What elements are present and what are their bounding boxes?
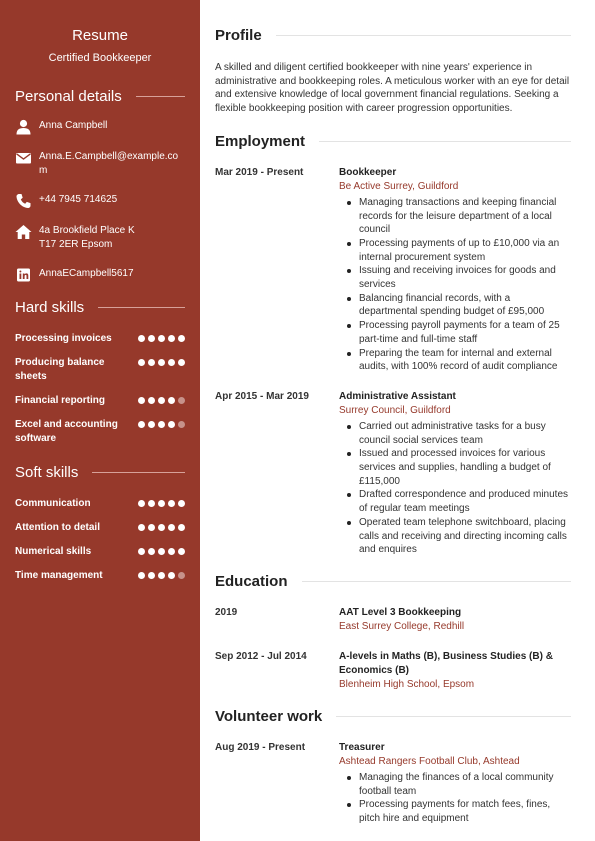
volunteer-header [215, 708, 571, 725]
bullet-item: Issued and processed invoices for various services and supplies, handling a budget of £115,000 [339, 447, 571, 488]
home-icon [15, 224, 32, 240]
bullet-item: Processing payments for match fees, fines, pitch hire and equipment [339, 798, 571, 825]
envelope-icon [15, 150, 32, 166]
rating-dot [138, 335, 145, 342]
contact-email-text[interactable]: Anna.E.Campbell@example.com [39, 151, 179, 176]
bullet-item: Managing the finances of a local community football team [339, 771, 571, 798]
entry-date: Apr 2015 - Mar 2019 [215, 390, 309, 402]
rating-dot [178, 500, 185, 507]
sidebar [0, 0, 200, 841]
divider [336, 716, 571, 717]
entry [215, 650, 571, 692]
entry-body [339, 650, 571, 692]
skill-row [15, 521, 185, 535]
rating-dot [178, 421, 185, 428]
linkedin-icon [15, 267, 32, 283]
rating-dot [138, 359, 145, 366]
divider [319, 141, 571, 142]
bullet-item: Managing transactions and keeping financial records for the leisure department of a local council [339, 196, 571, 237]
bullet-list [339, 420, 571, 557]
entry [215, 741, 571, 826]
rating-dot [168, 335, 175, 342]
rating-dot [148, 421, 155, 428]
rating-dot [148, 572, 155, 579]
rating-dot [148, 500, 155, 507]
rating-dot [138, 421, 145, 428]
rating-dot [158, 572, 165, 579]
entry-date: Aug 2019 - Present [215, 741, 306, 753]
employment-heading: Employment [215, 132, 306, 150]
divider [276, 35, 571, 36]
skill-name: Financial reporting [15, 395, 106, 406]
skill-row [15, 394, 185, 408]
skill-name: Time management [15, 570, 103, 581]
entry-body [339, 606, 571, 634]
education-heading: Education [215, 572, 288, 590]
skill-rating [138, 572, 185, 579]
divider [98, 307, 185, 308]
entry [215, 166, 571, 374]
contact-address [15, 224, 185, 252]
contact-phone-text: +44 7945 714625 [39, 194, 118, 205]
entry-body [339, 390, 571, 557]
skill-row [15, 356, 185, 384]
hard-skills-heading: Hard skills [15, 299, 85, 316]
skill-rating [138, 359, 185, 366]
employment-list [215, 166, 571, 557]
soft-skills-header [15, 464, 185, 481]
bullet-item: Issuing and receiving invoices for goods and services [339, 264, 571, 291]
entry-organization: Ashtead Rangers Football Club, Ashtead [339, 755, 520, 767]
entry [215, 606, 571, 634]
contact-email [15, 150, 185, 178]
bullet-item: Drafted correspondence and produced minutes of regular team meetings [339, 488, 571, 515]
rating-dot [178, 359, 185, 366]
entry-title: A-levels in Maths (B), Business Studies (B) & Economics (B) [339, 650, 553, 676]
skill-rating [138, 397, 185, 404]
bullet-item: Balancing financial records, with a departmental spending budget of £95,000 [339, 292, 571, 319]
volunteer-heading: Volunteer work [215, 707, 323, 725]
main-content [215, 0, 571, 826]
rating-dot [178, 524, 185, 531]
soft-skills-heading: Soft skills [15, 464, 79, 481]
skill-rating [138, 335, 185, 342]
entry-date: 2019 [215, 606, 238, 618]
rating-dot [158, 335, 165, 342]
rating-dot [148, 359, 155, 366]
contact-list [15, 119, 185, 283]
skill-rating [138, 500, 185, 507]
education-list [215, 606, 571, 692]
skill-row [15, 497, 185, 511]
rating-dot [148, 397, 155, 404]
contact-linkedin-text[interactable]: AnnaECampbell5617 [39, 268, 134, 279]
contact-linkedin [15, 267, 185, 283]
bullet-list [339, 196, 571, 374]
rating-dot [168, 397, 175, 404]
rating-dot [158, 359, 165, 366]
phone-icon [15, 193, 32, 209]
rating-dot [158, 421, 165, 428]
rating-dot [158, 397, 165, 404]
rating-dot [178, 572, 185, 579]
rating-dot [138, 548, 145, 555]
bullet-item: Processing payments of up to £10,000 via an internal procurement system [339, 237, 571, 264]
personal-details-heading: Personal details [15, 88, 122, 105]
skill-row [15, 569, 185, 583]
entry-body [339, 741, 571, 826]
volunteer-list [215, 741, 571, 826]
soft-skill-list [15, 497, 185, 583]
entry-organization: East Surrey College, Redhill [339, 620, 465, 632]
rating-dot [168, 572, 175, 579]
education-header [215, 573, 571, 590]
skill-name: Numerical skills [15, 546, 92, 557]
skill-rating [138, 421, 185, 428]
rating-dot [168, 500, 175, 507]
contact-name-text: Anna Campbell [39, 120, 108, 131]
rating-dot [168, 548, 175, 555]
skill-row [15, 418, 185, 446]
personal-details-header [15, 88, 185, 105]
rating-dot [138, 572, 145, 579]
skill-name: Attention to detail [15, 522, 100, 533]
entry-date: Mar 2019 - Present [215, 166, 304, 178]
divider [92, 472, 185, 473]
bullet-list [339, 771, 571, 826]
person-icon [15, 119, 32, 135]
skill-name: Communication [15, 498, 91, 509]
entry-title: AAT Level 3 Bookkeeping [339, 606, 462, 618]
contact-name [15, 119, 185, 135]
rating-dot [148, 548, 155, 555]
rating-dot [148, 524, 155, 531]
entry-title: Treasurer [339, 741, 385, 753]
bullet-item: Preparing the team for internal and external audits, with 100% record of audit compliance [339, 347, 571, 374]
rating-dot [138, 397, 145, 404]
hard-skill-list [15, 332, 185, 446]
divider [302, 581, 571, 582]
rating-dot [178, 548, 185, 555]
skill-rating [138, 548, 185, 555]
job-title: Certified Bookkeeper [48, 52, 152, 64]
rating-dot [178, 335, 185, 342]
entry-organization: Be Active Surrey, Guildford [339, 180, 459, 192]
skill-name: Processing invoices [15, 333, 112, 344]
profile-text: A skilled and diligent certified bookkeeper with nine years' experience in administrative and bookkeeping roles. A meticulous worker with an eye for detail and extensive knowledge of local government financial regulations. Seeking a flexible bookkeeping position with career progression opportunities. [215, 62, 570, 115]
entry-organization: Blenheim High School, Epsom [339, 678, 475, 690]
entry [215, 390, 571, 557]
skill-name: Producing balance sheets [15, 357, 105, 382]
entry-title: Administrative Assistant [339, 390, 456, 402]
hard-skills-header [15, 299, 185, 316]
rating-dot [178, 397, 185, 404]
rating-dot [138, 500, 145, 507]
entry-date: Sep 2012 - Jul 2014 [215, 650, 307, 662]
bullet-item: Carried out administrative tasks for a busy council social services team [339, 420, 571, 447]
entry-organization: Surrey Council, Guildford [339, 404, 451, 416]
profile-heading: Profile [215, 27, 262, 44]
rating-dot [138, 524, 145, 531]
skill-name: Excel and accounting software [15, 419, 118, 444]
employment-header [215, 133, 571, 150]
contact-address-text: 4a Brookfield Place KT17 2ER Epsom [39, 225, 135, 250]
rating-dot [158, 524, 165, 531]
resume-title: Resume [72, 27, 128, 44]
profile-header [215, 27, 571, 44]
divider [136, 96, 185, 97]
bullet-item: Operated team telephone switchboard, placing calls and receiving and directing incoming calls and enquires [339, 516, 571, 557]
rating-dot [168, 421, 175, 428]
skill-rating [138, 524, 185, 531]
skill-row [15, 545, 185, 559]
rating-dot [158, 548, 165, 555]
skill-row [15, 332, 185, 346]
entry-title: Bookkeeper [339, 166, 397, 178]
rating-dot [168, 524, 175, 531]
entry-body [339, 166, 571, 374]
rating-dot [168, 359, 175, 366]
rating-dot [158, 500, 165, 507]
contact-phone [15, 193, 185, 209]
rating-dot [148, 335, 155, 342]
bullet-item: Processing payroll payments for a team of 25 part-time and full-time staff [339, 319, 571, 346]
